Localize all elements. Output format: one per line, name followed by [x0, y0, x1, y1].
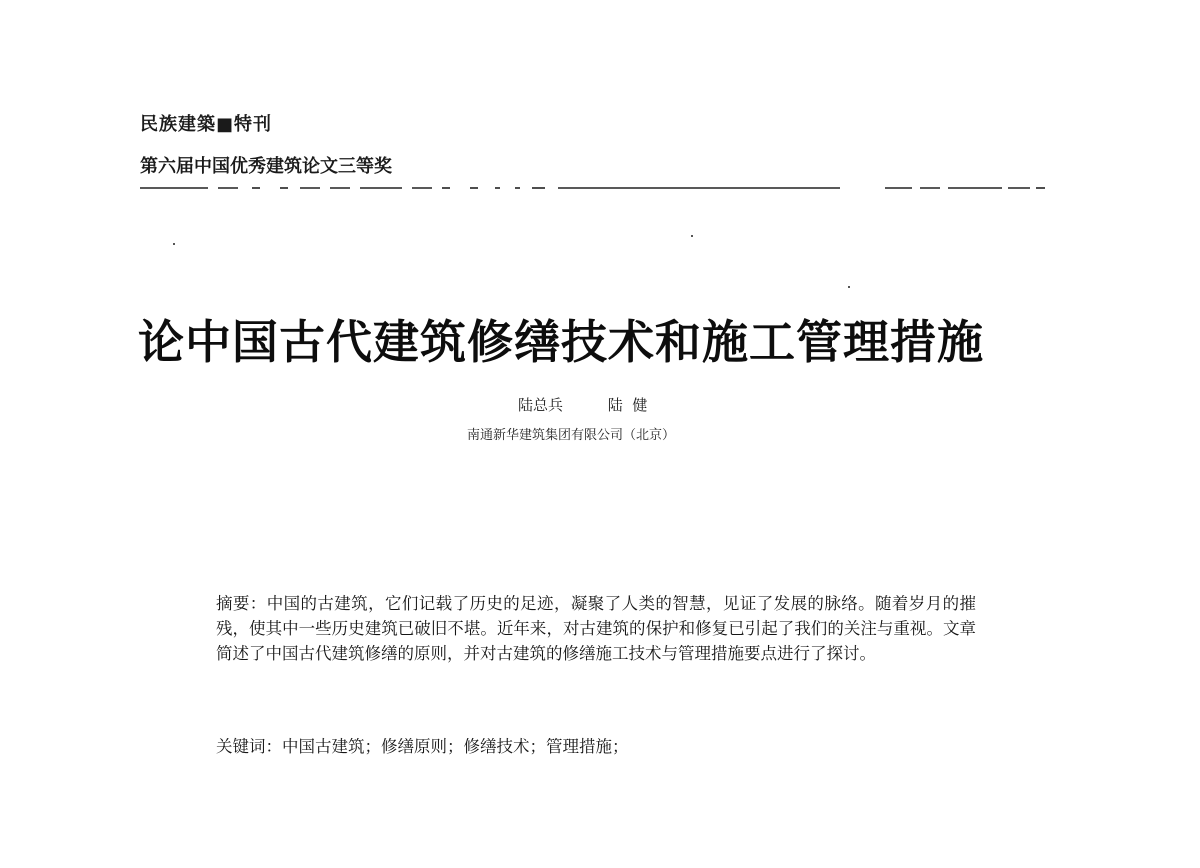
scan-speck: [691, 235, 693, 237]
journal-name: 民族建築■特刊: [140, 114, 273, 135]
author-name: 陆 健: [607, 396, 648, 414]
article-title: 论中国古代建筑修缮技术和施工管理措施: [138, 315, 984, 369]
affiliation: 南通新华建筑集团有限公司（北京）: [467, 428, 676, 443]
scan-speck: [173, 243, 175, 245]
header-rule: [140, 186, 1045, 190]
abstract: 摘要：中国的古建筑，它们记载了历史的足迹，凝聚了人类的智慧，见证了发展的脉络。随着岁月的摧残，使其中一些历史建筑已破旧不堪。近年来，对古建筑的保护和修复已引起了我们的关注与重视。文章简述了中国古代建筑修缮的原则，并对古建筑的修缮施工技术与管理措施要点进行了探讨。: [216, 594, 976, 663]
award-line: 第六届中国优秀建筑论文三等奖: [140, 156, 392, 177]
scan-speck: [848, 286, 850, 288]
author-name: 陆总兵: [518, 396, 564, 414]
authors: [518, 394, 647, 415]
keywords: 关键词：中国古建筑；修缮原则；修缮技术；管理措施；: [216, 737, 629, 756]
